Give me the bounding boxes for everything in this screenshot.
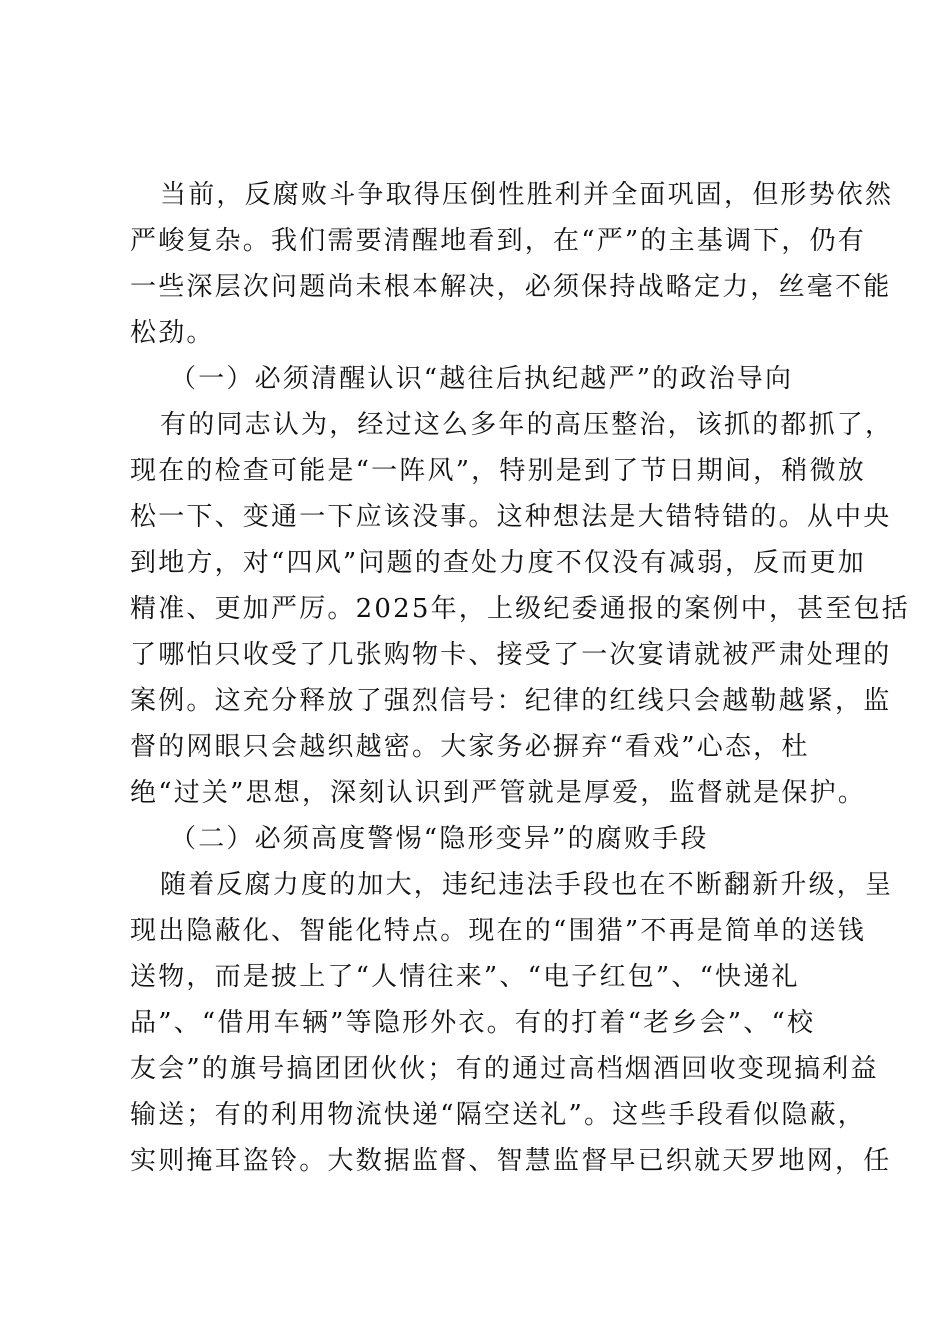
text-line: 松一下、变通一下应该没事。这种想法是大错特错的。从中央 <box>130 502 892 532</box>
text-line: 督的网眼只会越织越密。大家务必摒弃“看戏”心态，杜 <box>130 732 810 762</box>
text-line: 现出隐蔽化、智能化特点。现在的“围猎”不再是简单的送钱 <box>130 916 866 946</box>
text-line: 品”、“借用车辆”等隐形外衣。有的打着“老乡会”、“校 <box>130 1008 816 1038</box>
text-line: 现在的检查可能是“一阵风”，特别是到了节日期间，稍微放 <box>130 456 866 486</box>
section-heading-1 <box>130 359 824 405</box>
text-line: 绝“过关”思想，深刻认识到严管就是厚爱，监督就是保护。 <box>130 778 866 808</box>
heading-text: （一）必须清醒认识“越往后执纪越严”的政治导向 <box>170 364 794 394</box>
text-line: 当前，反腐败斗争取得压倒性胜利并全面巩固，但形势依然 <box>160 180 894 210</box>
text-line: 实则掩耳盗铃。大数据监督、智慧监督早已织就天罗地网，任 <box>130 1146 892 1176</box>
text-line: 到地方，对“四风”问题的查处力度不仅没有减弱，反而更加 <box>130 548 866 578</box>
text-line: 了哪怕只收受了几张购物卡、接受了一次宴请就被严肃处理的 <box>130 640 892 670</box>
section-heading-2 <box>130 819 824 865</box>
paragraph-section-1 <box>130 405 910 819</box>
text-line: 案例。这充分释放了强烈信号：纪律的红线只会越勒越紧，监 <box>130 686 892 716</box>
heading-text: （二）必须高度警惕“隐形变异”的腐败手段 <box>170 824 709 854</box>
text-line: 严峻复杂。我们需要清醒地看到，在“严”的主基调下，仍有 <box>130 226 866 256</box>
text-line: 松劲。 <box>130 318 215 348</box>
text-line: 随着反腐力度的加大，违纪违法手段也在不断翻新升级，呈 <box>160 870 894 900</box>
text-line: 友会”的旗号搞团团伙伙；有的通过高档烟酒回收变现搞利益 <box>130 1054 879 1084</box>
text-line: 送物，而是披上了“人情往来”、“电子红包”、“快递礼 <box>130 962 800 992</box>
text-line: 一些深层次问题尚未根本解决，必须保持战略定力，丝毫不能 <box>130 272 892 302</box>
text-line: 输送；有的利用物流快递“隔空送礼”。这些手段看似隐蔽， <box>130 1100 866 1130</box>
text-line: 精准、更加严厉。2025年，上级纪委通报的案例中，甚至包括 <box>130 594 910 624</box>
document-body <box>130 175 910 1187</box>
paragraph-intro <box>130 175 894 359</box>
paragraph-section-2 <box>130 865 894 1187</box>
text-line: 有的同志认为，经过这么多年的高压整治，该抓的都抓了， <box>160 410 894 440</box>
